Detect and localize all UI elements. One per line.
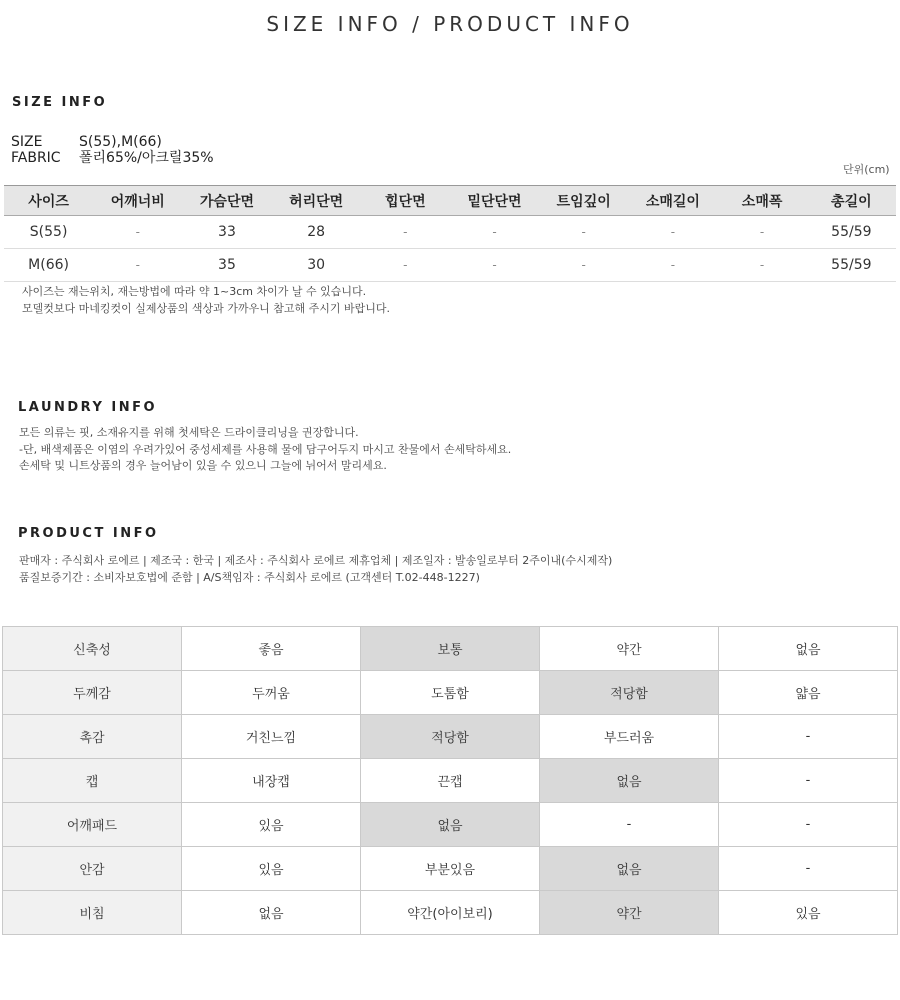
- property-option: 보통: [361, 627, 540, 671]
- property-row: [3, 847, 898, 891]
- size-table-cell: 28: [272, 216, 361, 249]
- property-option: -: [719, 803, 898, 847]
- size-table-cell: 30: [272, 249, 361, 282]
- size-notes: [22, 284, 390, 317]
- size-table-row: [4, 249, 896, 282]
- property-option: 있음: [182, 803, 361, 847]
- property-option: 얇음: [719, 671, 898, 715]
- laundry-info-heading: LAUNDRY INFO: [18, 400, 158, 415]
- fabric-value: 폴리65%/아크릴35%: [79, 150, 214, 166]
- laundry-notes: [19, 425, 511, 475]
- size-table-header: 트임깊이: [539, 186, 628, 216]
- size-table-row: [4, 216, 896, 249]
- size-table-header: 소매길이: [628, 186, 717, 216]
- size-table-cell: -: [539, 249, 628, 282]
- property-label: 캡: [3, 759, 182, 803]
- size-table-cell: 33: [182, 216, 271, 249]
- property-option: 부분있음: [361, 847, 540, 891]
- property-option: 없음: [540, 759, 719, 803]
- size-table-cell: -: [718, 249, 807, 282]
- property-row: [3, 671, 898, 715]
- size-table-cell: M(66): [4, 249, 93, 282]
- property-label: 어깨패드: [3, 803, 182, 847]
- size-table-cell: -: [450, 216, 539, 249]
- property-row: [3, 627, 898, 671]
- laundry-line: -단, 배색제품은 이염의 우려가있어 중성세제를 사용해 물에 담구어두지 마시고 찬물에서 손세탁하세요.: [19, 442, 512, 456]
- property-row: [3, 715, 898, 759]
- size-table-header-row: [4, 186, 896, 216]
- size-table-header: 총길이: [807, 186, 896, 216]
- size-table-header: 어깨너비: [93, 186, 182, 216]
- property-row: [3, 891, 898, 935]
- size-table-cell: 35: [182, 249, 271, 282]
- size-table-cell: -: [628, 249, 717, 282]
- property-option: 없음: [361, 803, 540, 847]
- size-table-cell: -: [93, 216, 182, 249]
- product-info-line: 판매자 : 주식회사 로에르 | 제조국 : 한국 | 제조사 : 주식회사 로에르 제휴업체 | 제조일자 : 발송일로부터 2주이내(수시제작): [19, 554, 613, 567]
- size-note-line: 모델컷보다 마네킹컷이 실제상품의 색상과 가까우니 참고해 주시기 바랍니다.: [22, 301, 391, 315]
- property-option: 없음: [540, 847, 719, 891]
- size-table-header: 소매폭: [718, 186, 807, 216]
- size-table-cell: 55/59: [807, 249, 896, 282]
- property-option: -: [719, 847, 898, 891]
- property-option: 두꺼움: [182, 671, 361, 715]
- size-table-cell: -: [539, 216, 628, 249]
- laundry-line: 모든 의류는 핏, 소재유지를 위해 첫세탁은 드라이클리닝을 권장합니다.: [19, 426, 359, 439]
- unit-note: 단위(cm): [843, 163, 890, 176]
- size-table-cell: -: [93, 249, 182, 282]
- size-table-header: 밑단단면: [450, 186, 539, 216]
- size-table-header: 사이즈: [4, 186, 93, 216]
- size-table-header: 힙단면: [361, 186, 450, 216]
- property-option: 있음: [719, 891, 898, 935]
- property-label: 신축성: [3, 627, 182, 671]
- size-label: SIZE: [11, 134, 43, 150]
- size-spec-row: [11, 134, 162, 150]
- size-table-header: 허리단면: [272, 186, 361, 216]
- property-option: 도톰함: [361, 671, 540, 715]
- property-option: 약간(아이보리): [361, 891, 540, 935]
- property-option: 끈캡: [361, 759, 540, 803]
- product-info-heading: PRODUCT INFO: [18, 526, 159, 541]
- property-option: -: [540, 803, 719, 847]
- property-option: -: [719, 759, 898, 803]
- property-label: 두께감: [3, 671, 182, 715]
- property-option: 없음: [182, 891, 361, 935]
- property-label: 비침: [3, 891, 182, 935]
- size-value: S(55),M(66): [79, 134, 162, 150]
- property-option: 적당함: [540, 671, 719, 715]
- fabric-label: FABRIC: [11, 150, 61, 166]
- property-option: 있음: [182, 847, 361, 891]
- property-option: 적당함: [361, 715, 540, 759]
- size-table-cell: -: [361, 216, 450, 249]
- property-option: 부드러움: [540, 715, 719, 759]
- property-option: 거친느낌: [182, 715, 361, 759]
- size-table-cell: S(55): [4, 216, 93, 249]
- size-info-heading: SIZE INFO: [12, 95, 108, 110]
- property-option: 내장캡: [182, 759, 361, 803]
- size-table-cell: -: [361, 249, 450, 282]
- product-info-line: 품질보증기간 : 소비자보호법에 준함 | A/S책임자 : 주식회사 로에르 (고객센터 T.02-448-1227): [19, 570, 480, 584]
- property-label: 안감: [3, 847, 182, 891]
- property-option: 좋음: [182, 627, 361, 671]
- page-title: SIZE INFO / PRODUCT INFO: [266, 12, 634, 36]
- size-table: [4, 185, 896, 282]
- size-table-cell: -: [450, 249, 539, 282]
- property-label: 촉감: [3, 715, 182, 759]
- property-option: 없음: [719, 627, 898, 671]
- product-notes: [19, 553, 612, 586]
- property-row: [3, 759, 898, 803]
- size-table-cell: -: [718, 216, 807, 249]
- size-table-cell: -: [628, 216, 717, 249]
- product-properties-table: [2, 626, 898, 935]
- property-option: 약간: [540, 627, 719, 671]
- size-table-cell: 55/59: [807, 216, 896, 249]
- property-option: 약간: [540, 891, 719, 935]
- size-table-header: 가슴단면: [182, 186, 271, 216]
- size-note-line: 사이즈는 재는위치, 재는방법에 따라 약 1~3cm 차이가 날 수 있습니다.: [22, 285, 367, 298]
- fabric-spec-row: [11, 150, 214, 166]
- property-option: -: [719, 715, 898, 759]
- laundry-line: 손세탁 및 니트상품의 경우 늘어남이 있을 수 있으니 그늘에 뉘어서 말리세요.: [19, 459, 387, 472]
- property-row: [3, 803, 898, 847]
